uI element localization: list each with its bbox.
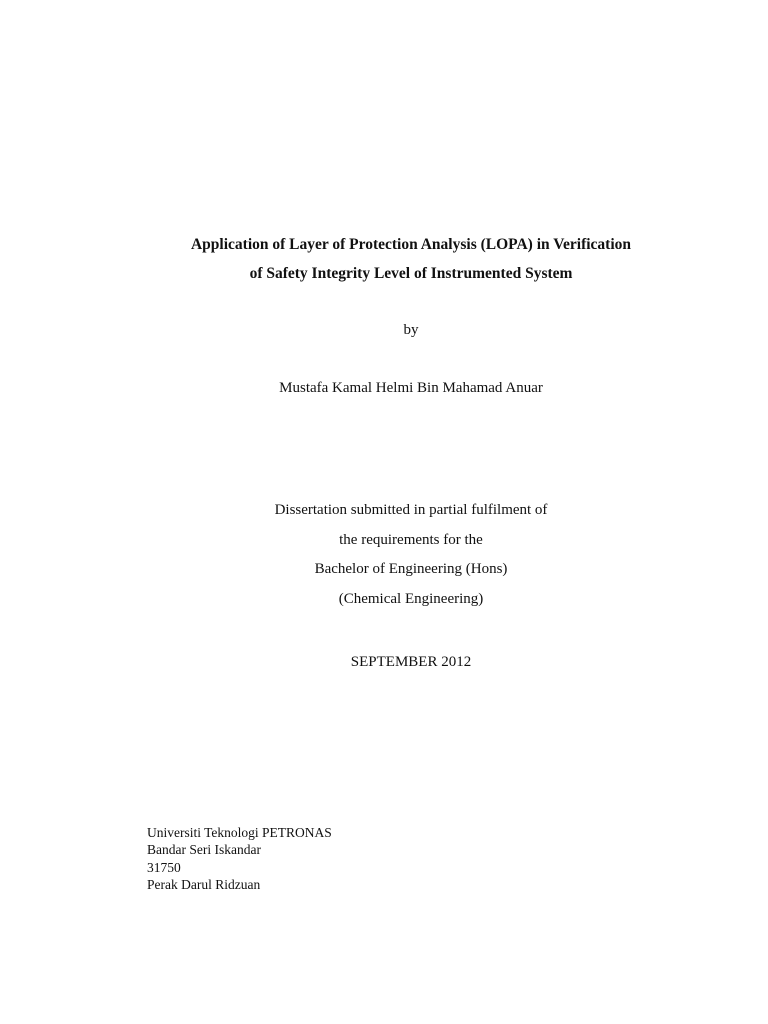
thesis-title-line-1: Application of Layer of Protection Analysis (LOPA) in Verification [190, 236, 632, 253]
address-line-1: Universiti Teknologi PETRONAS [147, 825, 332, 840]
address-line-4: Perak Darul Ridzuan [147, 876, 261, 892]
university-address [147, 824, 332, 893]
thesis-title-line-2: of Safety Integrity Level of Instrumented System [249, 265, 573, 282]
address-line-3: 31750 [147, 859, 181, 875]
dissertation-line-3: Bachelor of Engineering (Hons) [314, 561, 508, 577]
dissertation-statement [27, 496, 768, 614]
dissertation-line-1: Dissertation submitted in partial fulfilment of [274, 502, 548, 518]
dissertation-line-4: (Chemical Engineering) [338, 590, 484, 607]
thesis-title [0, 230, 768, 288]
dissertation-line-2: the requirements for the [339, 531, 483, 548]
author-name: Mustafa Kamal Helmi Bin Mahamad Anuar [279, 380, 543, 396]
by-label: by [403, 322, 419, 338]
address-line-2: Bandar Seri Iskandar [147, 842, 261, 858]
submission-date: SEPTEMBER 2012 [350, 654, 472, 670]
